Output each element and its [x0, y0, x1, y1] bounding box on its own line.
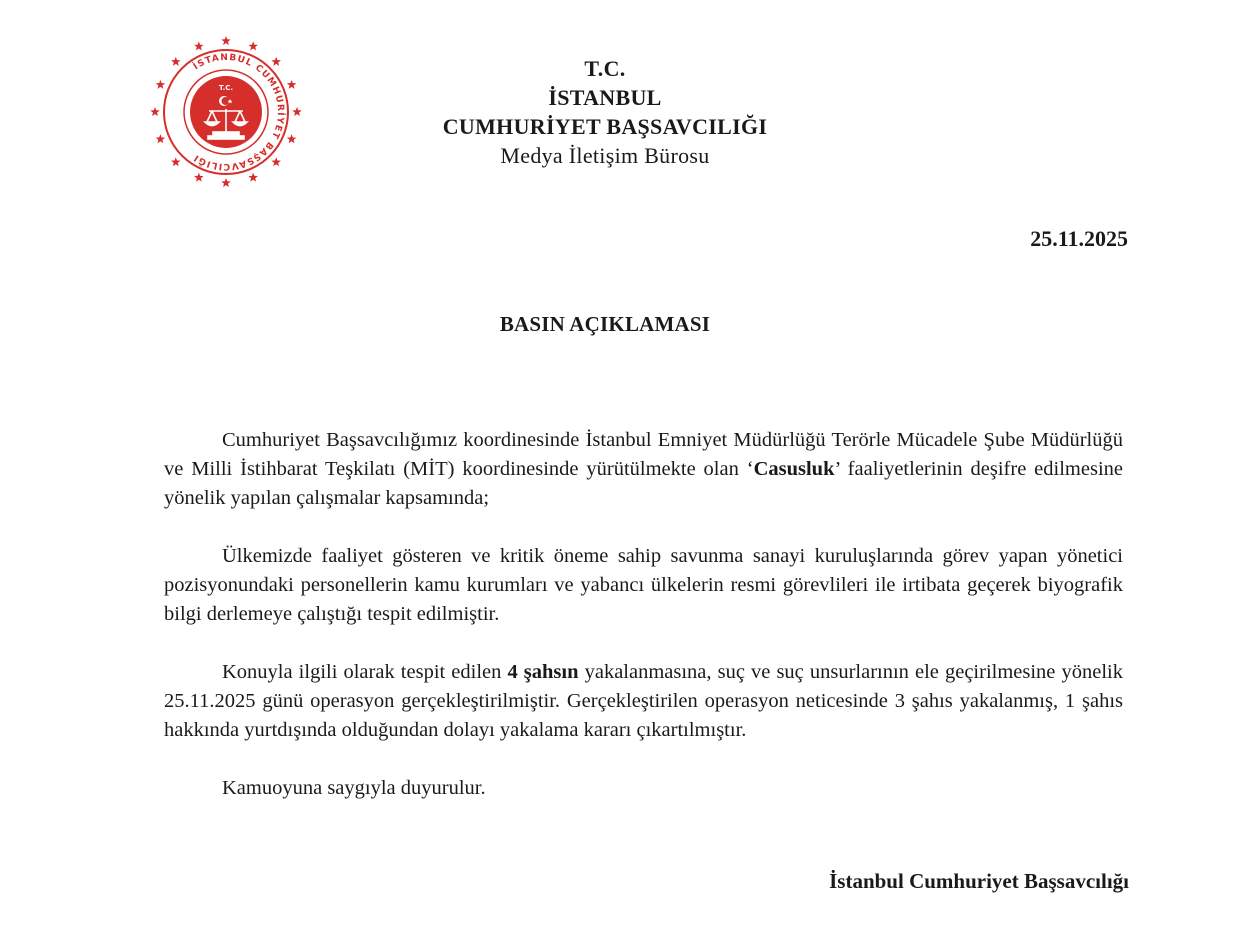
seal-star-icon: [156, 80, 166, 89]
paragraph-1-bold: Casusluk: [753, 458, 835, 480]
paragraph-1-text-b: ’ faaliyetlerinin deşifre edilmesine yönelik yapılan çalışmalar kapsamında;: [164, 458, 1123, 509]
seal-star-icon: [271, 57, 281, 66]
seal-star-icon: [248, 173, 258, 182]
header-institution: CUMHURİYET BAŞSAVCILIĞI: [442, 114, 768, 139]
prosecutor-office-seal: [146, 34, 306, 190]
header-city: İSTANBUL: [548, 85, 662, 110]
paragraph-2: [164, 542, 1123, 629]
paragraph-4-text: Kamuoyuna saygıyla duyurulur.: [222, 777, 486, 799]
signature-block: İstanbul Cumhuriyet Başsavcılığı: [829, 869, 1129, 893]
seal-star-icon: [171, 57, 181, 66]
document-header: [400, 54, 810, 170]
seal-star-icon: [156, 134, 166, 143]
seal-star-icon: [292, 107, 302, 116]
seal-star-icon: [194, 173, 204, 182]
document-date: 25.11.2025: [1030, 226, 1128, 251]
seal-ring-text: İSTANBUL CUMHURİYET BAŞSAVCILIĞI: [191, 52, 286, 172]
seal-star-icon: [287, 80, 297, 89]
seal-star-icon: [221, 36, 231, 45]
paragraph-3-bold: 4 şahsın: [507, 661, 579, 683]
paragraph-2-text: Ülkemizde faaliyet gösteren ve kritik öneme sahip savunma sanayi kuruluşlarında görev yapan yönetici pozisyonundaki personellerin kamu kurumları ve yabancı ülkelerin resmi görevlileri ile irtibata geçerek biyografik bilgi derlemeye çalıştığı tespit edilmiştir.: [164, 545, 1123, 625]
seal-star-icon: [171, 157, 181, 166]
paragraph-1: [164, 426, 1123, 513]
paragraph-4: [164, 774, 1123, 803]
seal-star-icon: [248, 41, 258, 50]
seal-star-icon: [221, 178, 231, 187]
paragraph-1-text-a: Cumhuriyet Başsavcılığımız koordinesinde İstanbul Emniyet Müdürlüğü Terörle Mücadele Şube Müdürlüğü ve Milli İstihbarat Teşkilatı (MİT) koordinesinde yürütülmekte olan ‘: [164, 429, 1123, 480]
seal-graphic: [146, 34, 306, 190]
seal-star-icon: [150, 107, 160, 116]
document-body: [164, 426, 1123, 832]
seal-star-icon: [194, 41, 204, 50]
header-office: Medya İletişim Bürosu: [500, 143, 710, 168]
seal-star-icon: [271, 157, 281, 166]
seal-inner-text: T.C.: [218, 84, 234, 92]
paragraph-3: [164, 658, 1123, 745]
document-title: BASIN AÇIKLAMASI: [499, 312, 711, 336]
paragraph-3-text-a: Konuyla ilgili olarak tespit edilen: [222, 661, 508, 683]
seal-star-icon: [287, 134, 297, 143]
header-republic-abbr: T.C.: [584, 56, 626, 81]
paragraph-3-text-b: yakalanmasına, suç ve suç unsurlarının ele geçirilmesine yönelik 25.11.2025 günü operasyon gerçekleştirilmiştir. Gerçekleştirilen operasyon neticesinde 3 şahıs yakalanmış, 1 şahıs hakkında yurtdışında olduğundan dolayı yakalama kararı çıkartılmıştır.: [164, 661, 1123, 741]
